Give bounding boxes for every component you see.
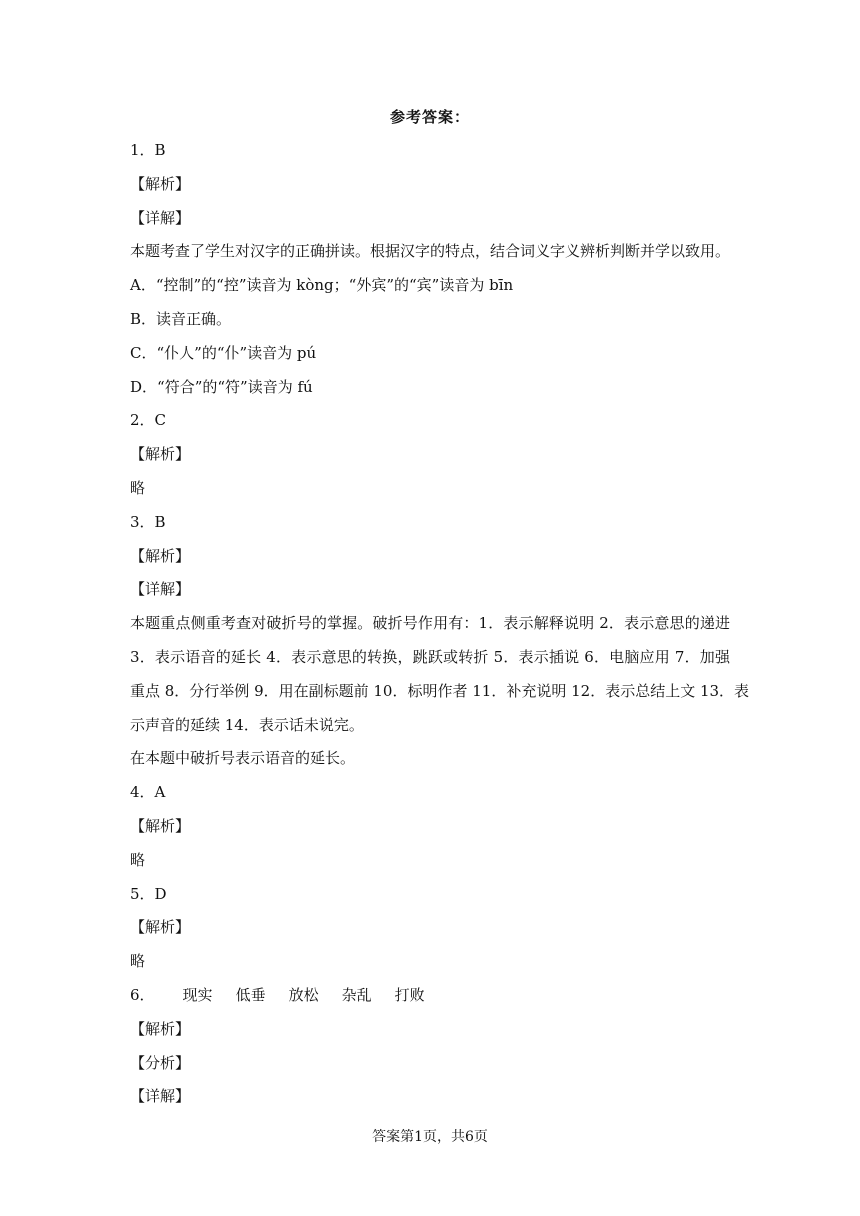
explanation-text: 在本题中破折号表示语音的延长。 bbox=[130, 749, 356, 768]
detail-heading: 【详解】 bbox=[130, 580, 191, 599]
page-footer: 答案第1页，共6页 bbox=[372, 1129, 488, 1145]
explanation-text: 示声音的延续 14．表示话未说完。 bbox=[130, 715, 364, 734]
brief-note: 略 bbox=[130, 952, 146, 971]
explanation-text: 3．表示语音的延长 4．表示意思的转换，跳跃或转折 5．表示插说 6．电脑应用 7．加强 bbox=[130, 647, 730, 666]
answer-number: 6． bbox=[130, 985, 155, 1004]
answer-word: 低垂 bbox=[235, 985, 266, 1004]
detail-heading: 【详解】 bbox=[130, 1087, 191, 1106]
explanation-text: 重点 8．分行举例 9．用在副标题前 10．标明作者 11．补充说明 12．表示总结上文 13．表 bbox=[130, 681, 750, 700]
analysis-heading: 【解析】 bbox=[130, 918, 191, 937]
page-title: 参考答案： bbox=[389, 108, 470, 126]
brief-note: 略 bbox=[130, 478, 146, 497]
analysis-heading: 【解析】 bbox=[130, 1019, 191, 1038]
answer-word: 杂乱 bbox=[341, 985, 372, 1004]
analysis-heading: 【解析】 bbox=[130, 174, 191, 193]
answer-word: 放松 bbox=[288, 985, 319, 1004]
answer-number: 3．B bbox=[130, 512, 166, 531]
explanation-text: 本题考查了学生对汉字的正确拼读。根据汉字的特点，结合词义字义辨析判断并学以致用。 bbox=[130, 242, 731, 261]
explanation-text: 本题重点侧重考查对破折号的掌握。破折号作用有：1．表示解释说明 2．表示意思的递进 bbox=[130, 614, 730, 633]
option-text: B．读音正确。 bbox=[130, 309, 232, 328]
option-text: C．“仆人”的“仆”读音为 pú bbox=[130, 343, 317, 362]
answer-word: 打败 bbox=[394, 985, 425, 1004]
detail-heading: 【详解】 bbox=[130, 208, 191, 227]
option-text: D．“符合”的“符”读音为 fú bbox=[130, 377, 313, 396]
answer-content bbox=[130, 134, 750, 1114]
option-text: A．“控制”的“控”读音为 kòng；“外宾”的“宾”读音为 bīn bbox=[130, 276, 514, 295]
analysis-heading: 【解析】 bbox=[130, 546, 191, 565]
analysis-heading: 【解析】 bbox=[130, 816, 191, 835]
answer-number: 5．D bbox=[130, 884, 167, 903]
analysis-heading: 【解析】 bbox=[130, 445, 191, 464]
brief-note: 略 bbox=[130, 850, 146, 869]
answer-number: 2．C bbox=[130, 411, 167, 430]
answer-word: 现实 bbox=[182, 985, 213, 1004]
analysis-sub-heading: 【分析】 bbox=[130, 1053, 191, 1072]
answer-word-list bbox=[130, 979, 730, 1013]
answer-number: 1．B bbox=[130, 141, 166, 159]
answer-number: 4．A bbox=[130, 783, 166, 802]
